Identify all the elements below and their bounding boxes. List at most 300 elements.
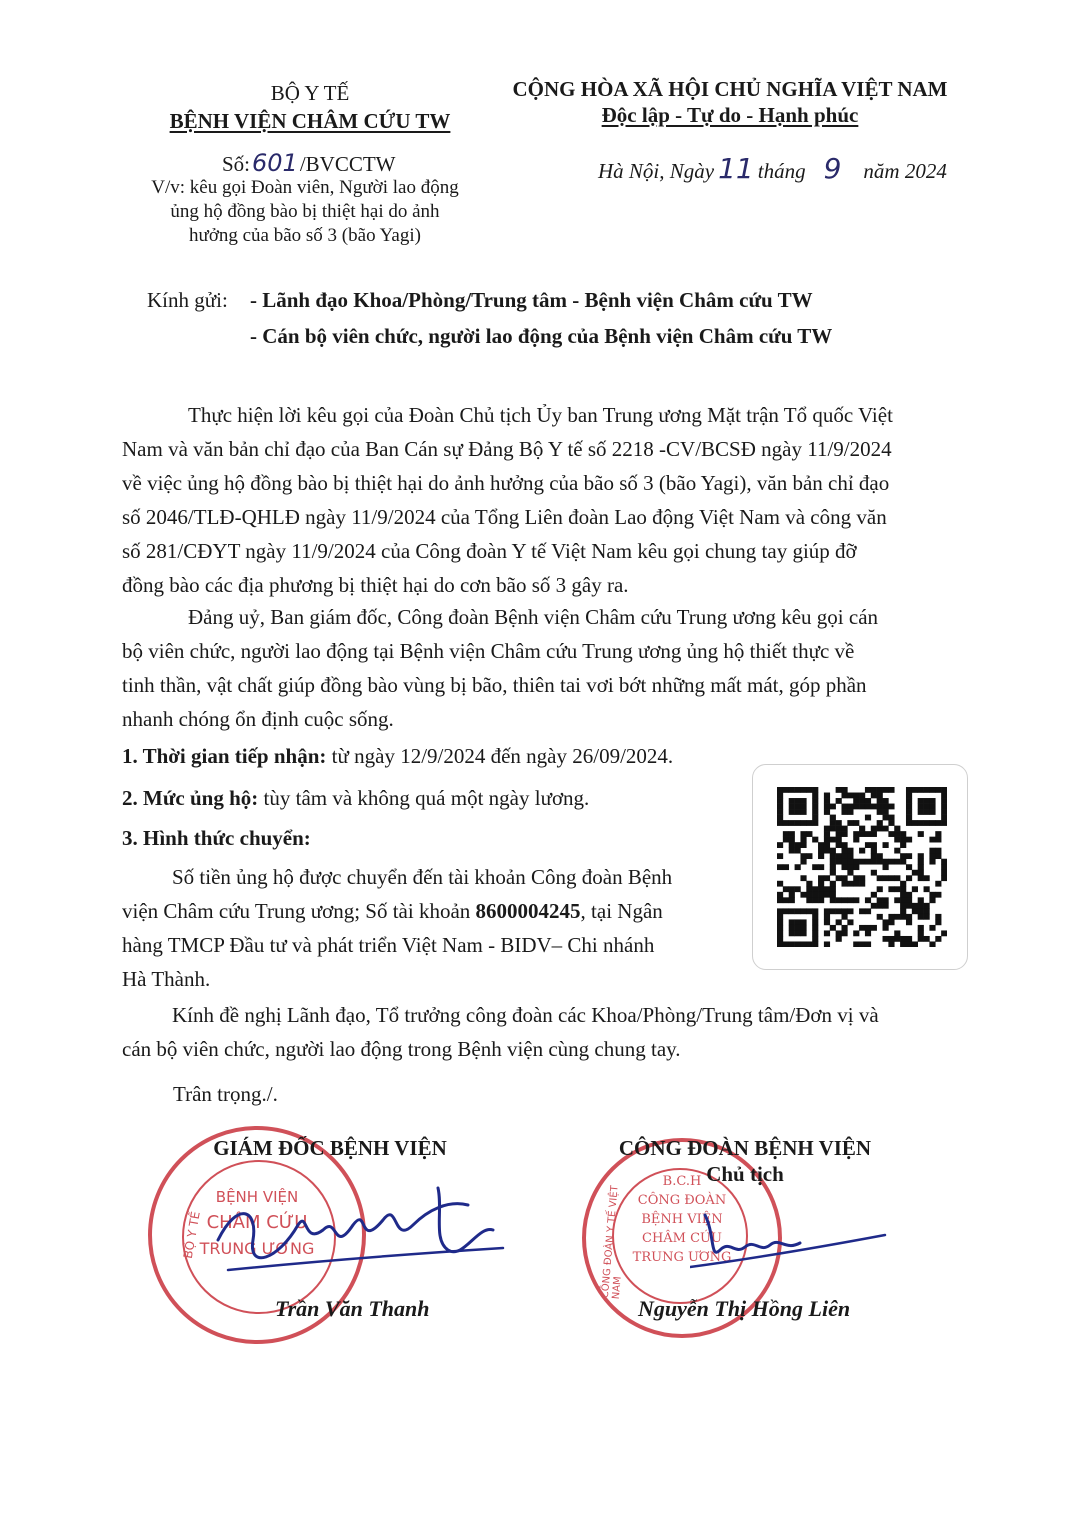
qr-module	[783, 837, 789, 843]
qr-module	[941, 798, 947, 804]
qr-module	[912, 787, 918, 793]
qr-module	[877, 804, 883, 810]
qr-module	[853, 875, 859, 881]
qr-module	[888, 875, 894, 881]
qr-module	[800, 820, 806, 826]
qr-module	[853, 930, 859, 936]
qr-module	[888, 914, 894, 920]
qr-module	[877, 826, 883, 832]
qr-module	[830, 826, 836, 832]
qr-module	[871, 848, 877, 854]
qr-module	[812, 798, 818, 804]
qr-module	[777, 914, 783, 920]
qr-module	[865, 908, 871, 914]
qr-module	[906, 914, 912, 920]
qr-module	[818, 875, 824, 881]
qr-module	[877, 809, 883, 815]
qr-module	[853, 793, 859, 799]
qr-module	[789, 886, 795, 892]
qr-module	[841, 853, 847, 859]
qr-module	[789, 848, 795, 854]
qr-module	[918, 804, 924, 810]
qr-module	[941, 859, 947, 865]
qr-module	[841, 842, 847, 848]
qr-module	[924, 936, 930, 942]
qr-module	[912, 820, 918, 826]
qr-module	[900, 914, 906, 920]
qr-module	[853, 859, 859, 865]
qr-module	[818, 864, 824, 870]
qr-module	[824, 842, 830, 848]
qr-module	[924, 809, 930, 815]
qr-module	[924, 804, 930, 810]
union-subtitle: Chủ tịch	[706, 1162, 784, 1186]
qr-module	[900, 903, 906, 909]
qr-module	[830, 864, 836, 870]
qr-module	[847, 853, 853, 859]
recipients-label: Kính gửi:	[147, 288, 228, 312]
qr-module	[918, 853, 924, 859]
qr-module	[924, 908, 930, 914]
qr-module	[783, 897, 789, 903]
document-number-handwritten: 601	[252, 149, 298, 177]
qr-module	[830, 925, 836, 931]
qr-module	[830, 886, 836, 892]
qr-module	[830, 870, 836, 876]
qr-module	[865, 798, 871, 804]
date-month-handwritten: 9	[823, 152, 842, 185]
qr-module	[783, 820, 789, 826]
recipient-line-1: - Lãnh đạo Khoa/Phòng/Trung tâm - Bệnh viện Châm cứu TW	[250, 288, 813, 312]
qr-module	[859, 826, 865, 832]
qr-module	[800, 925, 806, 931]
qr-module	[847, 820, 853, 826]
qr-module	[924, 886, 930, 892]
qr-module	[877, 903, 883, 909]
qr-module	[888, 941, 894, 947]
closing: Trân trọng./.	[173, 1082, 278, 1106]
qr-module	[812, 815, 818, 821]
qr-module	[859, 875, 865, 881]
qr-module	[824, 848, 830, 854]
qr-module	[806, 892, 812, 898]
qr-module	[789, 897, 795, 903]
qr-module	[906, 897, 912, 903]
qr-module	[812, 886, 818, 892]
qr-module	[800, 837, 806, 843]
qr-module	[824, 837, 830, 843]
qr-module	[918, 930, 924, 936]
qr-module	[906, 787, 912, 793]
qr-module	[941, 875, 947, 881]
qr-module	[795, 809, 801, 815]
qr-module	[795, 919, 801, 925]
qr-module	[795, 848, 801, 854]
qr-module	[841, 881, 847, 887]
qr-module	[941, 787, 947, 793]
qr-module	[929, 925, 935, 931]
qr-module	[906, 892, 912, 898]
hospital-name: BỆNH VIỆN CHÂM CỨU TW	[169, 109, 451, 133]
qr-module	[824, 919, 830, 925]
qr-module	[859, 793, 865, 799]
qr-module	[795, 930, 801, 936]
document-number: Số:601/BVCCTW	[222, 149, 396, 177]
qr-module	[859, 804, 865, 810]
qr-module	[900, 837, 906, 843]
qr-module	[812, 925, 818, 931]
qr-module	[836, 919, 842, 925]
qr-module	[806, 853, 812, 859]
qr-module	[812, 837, 818, 843]
qr-module	[812, 787, 818, 793]
qr-module	[841, 875, 847, 881]
qr-module	[812, 809, 818, 815]
qr-module	[812, 820, 818, 826]
qr-module	[906, 809, 912, 815]
qr-module	[918, 798, 924, 804]
paragraph-2: Đảng uỷ, Ban giám đốc, Công đoàn Bệnh viện Châm cứu Trung ương kêu gọi cán bộ viên chức, người lao động tại Bệnh viện Châm cứu Trung ương ủng hộ thiết thực về tinh thần, vật chất giúp đồng bào vùng bị bão, thiên tai vơi bớt những mất mát, góp phần nhanh chóng ổn định cuộc sống.	[122, 605, 879, 731]
qr-module	[824, 804, 830, 810]
qr-module	[918, 831, 924, 837]
qr-module	[836, 826, 842, 832]
qr-module	[812, 930, 818, 936]
qr-module	[853, 820, 859, 826]
qr-module	[941, 793, 947, 799]
qr-module	[918, 897, 924, 903]
qr-module	[865, 930, 871, 936]
qr-module	[795, 798, 801, 804]
qr-module	[841, 793, 847, 799]
qr-module	[871, 826, 877, 832]
document-subject: V/v: kêu gọi Đoàn viên, Người lao động ủng hộ đồng bào bị thiệt hại do ảnh hưởng của bão số 3 (bão Yagi)	[151, 177, 459, 246]
qr-module	[929, 892, 935, 898]
qr-module	[906, 941, 912, 947]
qr-module	[783, 908, 789, 914]
qr-module	[918, 859, 924, 865]
qr-module	[841, 908, 847, 914]
qr-module	[800, 831, 806, 837]
qr-module	[894, 897, 900, 903]
qr-module	[894, 930, 900, 936]
qr-module	[877, 820, 883, 826]
qr-module	[836, 908, 842, 914]
qr-module	[847, 809, 853, 815]
qr-module	[789, 831, 795, 837]
director-title: GIÁM ĐỐC BỆNH VIỆN	[213, 1136, 447, 1160]
qr-module	[918, 787, 924, 793]
qr-module	[777, 787, 783, 793]
qr-module	[906, 853, 912, 859]
qr-module	[847, 881, 853, 887]
qr-module	[906, 804, 912, 810]
qr-module	[865, 815, 871, 821]
qr-module	[830, 848, 836, 854]
qr-module	[918, 820, 924, 826]
qr-module	[888, 886, 894, 892]
qr-module	[859, 859, 865, 865]
qr-module	[906, 820, 912, 826]
qr-module	[789, 820, 795, 826]
qr-module	[865, 842, 871, 848]
qr-module	[883, 804, 889, 810]
qr-module	[888, 787, 894, 793]
qr-module	[777, 842, 783, 848]
qr-module	[912, 870, 918, 876]
qr-module	[918, 809, 924, 815]
item-transfer-method: 3. Hình thức chuyển:	[122, 826, 311, 850]
qr-module	[841, 787, 847, 793]
qr-module	[853, 804, 859, 810]
qr-module	[800, 930, 806, 936]
ministry-name: BỘ Y TẾ	[270, 81, 350, 105]
qr-module	[806, 886, 812, 892]
qr-module	[800, 804, 806, 810]
qr-module	[824, 826, 830, 832]
qr-module	[871, 804, 877, 810]
qr-module	[906, 903, 912, 909]
qr-module	[824, 930, 830, 936]
national-motto: Độc lập - Tự do - Hạnh phúc	[601, 103, 859, 127]
qr-module	[836, 930, 842, 936]
qr-module	[795, 908, 801, 914]
qr-module	[871, 859, 877, 865]
qr-module	[906, 815, 912, 821]
qr-module	[783, 886, 789, 892]
qr-module	[894, 831, 900, 837]
account-number: 8600004245	[475, 899, 581, 923]
qr-module	[841, 930, 847, 936]
qr-module	[877, 853, 883, 859]
qr-module	[806, 881, 812, 887]
qr-module	[900, 936, 906, 942]
qr-module	[888, 831, 894, 837]
qr-module	[912, 903, 918, 909]
qr-module	[859, 831, 865, 837]
qr-module	[906, 919, 912, 925]
qr-module	[789, 837, 795, 843]
item-receive-time: 1. Thời gian tiếp nhận: từ ngày 12/9/2024 đến ngày 26/09/2024.	[122, 744, 674, 768]
qr-module	[859, 941, 865, 947]
qr-module	[877, 798, 883, 804]
qr-module	[789, 798, 795, 804]
qr-module	[924, 875, 930, 881]
qr-module	[841, 826, 847, 832]
qr-module	[894, 848, 900, 854]
qr-module	[894, 875, 900, 881]
qr-module	[924, 903, 930, 909]
qr-module	[777, 892, 783, 898]
qr-module	[877, 897, 883, 903]
qr-module	[900, 853, 906, 859]
qr-module	[836, 837, 842, 843]
qr-module	[824, 831, 830, 837]
qr-module	[900, 897, 906, 903]
qr-module	[918, 870, 924, 876]
qr-module	[824, 941, 830, 947]
country-name: CỘNG HÒA XÃ HỘI CHỦ NGHĨA VIỆT NAM	[512, 77, 948, 101]
hospital-stamp-ring-text: BỘ Y TẾ	[180, 1210, 203, 1260]
qr-module	[912, 886, 918, 892]
qr-module	[830, 859, 836, 865]
qr-module	[894, 826, 900, 832]
qr-module	[812, 914, 818, 920]
union-stamp-ring-text: CÔNG ĐOÀN Y TẾ VIỆT NAM	[599, 1184, 624, 1300]
qr-module	[935, 914, 941, 920]
qr-module	[929, 820, 935, 826]
qr-module	[795, 864, 801, 870]
qr-module	[883, 815, 889, 821]
qr-module	[900, 831, 906, 837]
qr-module	[853, 941, 859, 947]
qr-module	[783, 831, 789, 837]
qr-module	[871, 892, 877, 898]
qr-module	[871, 793, 877, 799]
qr-module	[888, 936, 894, 942]
qr-module	[777, 925, 783, 931]
qr-module	[783, 787, 789, 793]
qr-module	[847, 870, 853, 876]
qr-module	[777, 820, 783, 826]
qr-module	[830, 820, 836, 826]
qr-module	[918, 875, 924, 881]
qr-module	[818, 842, 824, 848]
qr-module	[877, 793, 883, 799]
qr-module	[929, 798, 935, 804]
qr-module	[847, 919, 853, 925]
qr-module	[871, 842, 877, 848]
qr-module	[941, 930, 947, 936]
qr-module	[800, 798, 806, 804]
qr-module	[929, 859, 935, 865]
qr-module	[777, 864, 783, 870]
qr-module	[847, 859, 853, 865]
qr-module	[935, 892, 941, 898]
qr-module	[883, 919, 889, 925]
qr-module	[777, 908, 783, 914]
qr-module	[824, 809, 830, 815]
qr-module	[865, 941, 871, 947]
qr-module	[918, 914, 924, 920]
qr-module	[859, 798, 865, 804]
qr-module	[789, 941, 795, 947]
qr-module	[806, 941, 812, 947]
qr-module	[918, 936, 924, 942]
qr-module	[906, 837, 912, 843]
qr-module	[806, 787, 812, 793]
qr-module	[824, 908, 830, 914]
qr-module	[777, 897, 783, 903]
qr-module	[941, 870, 947, 876]
qr-module	[871, 870, 877, 876]
qr-module	[883, 875, 889, 881]
qr-module	[841, 864, 847, 870]
qr-module	[806, 831, 812, 837]
qr-module	[888, 820, 894, 826]
qr-module	[830, 892, 836, 898]
qr-module	[929, 941, 935, 947]
qr-module	[812, 941, 818, 947]
qr-module	[935, 820, 941, 826]
qr-module	[888, 804, 894, 810]
qr-module	[836, 936, 842, 942]
qr-module	[935, 848, 941, 854]
qr-module	[818, 848, 824, 854]
date-day-handwritten: 11	[718, 152, 754, 185]
union-signature	[690, 1205, 890, 1285]
qr-module	[847, 908, 853, 914]
qr-module	[853, 864, 859, 870]
union-chair-name: Nguyễn Thị Hồng Liên	[638, 1296, 851, 1321]
qr-module	[812, 804, 818, 810]
qr-module	[795, 787, 801, 793]
qr-module	[783, 941, 789, 947]
qr-module	[853, 897, 859, 903]
qr-module	[795, 941, 801, 947]
qr-module	[836, 831, 842, 837]
qr-module	[918, 925, 924, 931]
qr-module	[847, 804, 853, 810]
qr-module	[836, 859, 842, 865]
qr-module	[836, 853, 842, 859]
qr-module	[800, 842, 806, 848]
qr-module	[841, 804, 847, 810]
qr-module	[935, 881, 941, 887]
qr-module	[836, 798, 842, 804]
qr-module	[871, 903, 877, 909]
qr-module	[894, 886, 900, 892]
qr-module	[894, 837, 900, 843]
qr-module	[935, 831, 941, 837]
qr-module	[859, 881, 865, 887]
qr-module	[929, 804, 935, 810]
qr-module	[918, 908, 924, 914]
qr-module	[777, 815, 783, 821]
qr-module	[777, 809, 783, 815]
qr-module	[935, 837, 941, 843]
qr-module	[841, 831, 847, 837]
qr-module	[900, 908, 906, 914]
qr-module	[871, 853, 877, 859]
qr-module	[783, 864, 789, 870]
qr-code-card	[752, 764, 968, 970]
qr-module	[900, 842, 906, 848]
qr-module	[883, 936, 889, 942]
qr-module	[935, 853, 941, 859]
qr-module	[841, 914, 847, 920]
qr-module	[841, 809, 847, 815]
qr-module	[859, 925, 865, 931]
qr-module	[924, 914, 930, 920]
qr-module	[865, 897, 871, 903]
qr-module	[853, 837, 859, 843]
qr-module	[789, 892, 795, 898]
qr-module	[836, 842, 842, 848]
qr-module	[883, 859, 889, 865]
qr-module	[777, 798, 783, 804]
qr-module	[789, 787, 795, 793]
qr-module	[841, 925, 847, 931]
paragraph-3: Kính đề nghị Lãnh đạo, Tổ trưởng công đoàn các Khoa/Phòng/Trung tâm/Đơn vị và cán bộ viên chức, người lao động trong Bệnh viện cùng chung tay.	[122, 1003, 879, 1061]
qr-module	[900, 892, 906, 898]
qr-module	[800, 892, 806, 898]
qr-module	[853, 831, 859, 837]
qr-module	[777, 804, 783, 810]
qr-module	[847, 897, 853, 903]
qr-module	[865, 859, 871, 865]
qr-module	[941, 809, 947, 815]
qr-module	[795, 925, 801, 931]
